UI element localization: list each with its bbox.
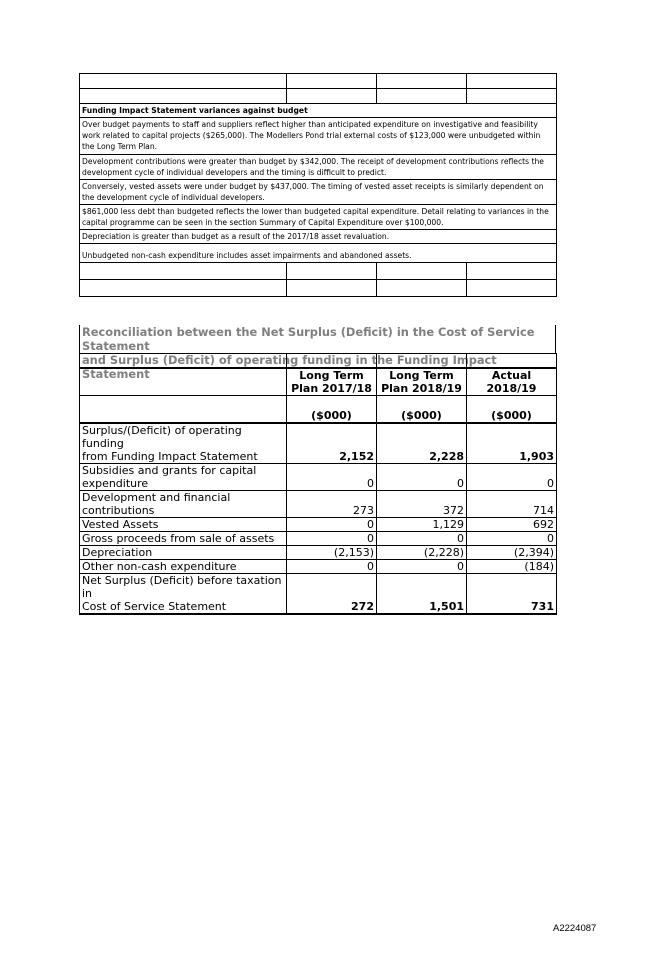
column-header: Actual 2018/19 [467, 368, 557, 396]
table-row: Vested Assets 0 1,129 692 [80, 518, 557, 532]
variance-note: Development contributions were greater than budget by $342,000. The receipt of development contributions reflects the development cycle of individual developers and the timing is difficult to predict. [80, 155, 557, 180]
table-row: Development and financial contributions 273 372 714 [80, 491, 557, 518]
column-header: Long Term Plan 2018/19 [377, 368, 467, 396]
reconciliation-title: Reconciliation between the Net Surplus (Deficit) in the Cost of Service Statement and Surplus (Deficit) of operating funding in the Funding Impact Statement [79, 325, 556, 353]
table-row: Subsidies and grants for capital expenditure 0 0 0 [80, 464, 557, 491]
variance-note: Conversely, vested assets were under budget by $437,000. The timing of vested asset receipts is similarly dependent on the development cycle of individual developers. [80, 180, 557, 205]
table-row: Surplus/(Deficit) of operating funding from Funding Impact Statement 2,152 2,228 1,903 [80, 423, 557, 464]
unit-row: ($000) ($000) ($000) [80, 396, 557, 424]
document-id: A2224087 [553, 923, 597, 934]
table-row: Gross proceeds from sale of assets 0 0 0 [80, 532, 557, 546]
column-header: Long Term Plan 2017/18 [287, 368, 377, 396]
variance-note: Over budget payments to staff and suppliers reflect higher than anticipated expenditure on investigative and feasibility work related to capital projects ($265,000). The Modellers Pond trial external costs of $123,000 were unbudgeted within the Long Term Plan. [80, 118, 557, 155]
column-header-row [80, 368, 557, 396]
variance-notes-table [79, 73, 557, 297]
notes-section [79, 73, 556, 297]
table-row: Depreciation (2,153) (2,228) (2,394) [80, 546, 557, 560]
variance-note: Unbudgeted non-cash expenditure includes asset impairments and abandoned assets. [80, 244, 557, 263]
total-row: Net Surplus (Deficit) before taxation in Cost of Service Statement 272 1,501 731 [80, 574, 557, 615]
table-row: Other non-cash expenditure 0 0 (184) [80, 560, 557, 574]
variance-heading: Funding Impact Statement variances against budget [80, 104, 557, 118]
variance-note: Depreciation is greater than budget as a result of the 2017/18 asset revaluation. [80, 230, 557, 244]
variance-note: $861,000 less debt than budgeted reflects the lower than budgeted capital expenditure. Detail relating to variances in the capital programme can be seen in the section Summary of Capital Expenditure over $100,000. [80, 205, 557, 230]
reconciliation-table [79, 353, 557, 615]
